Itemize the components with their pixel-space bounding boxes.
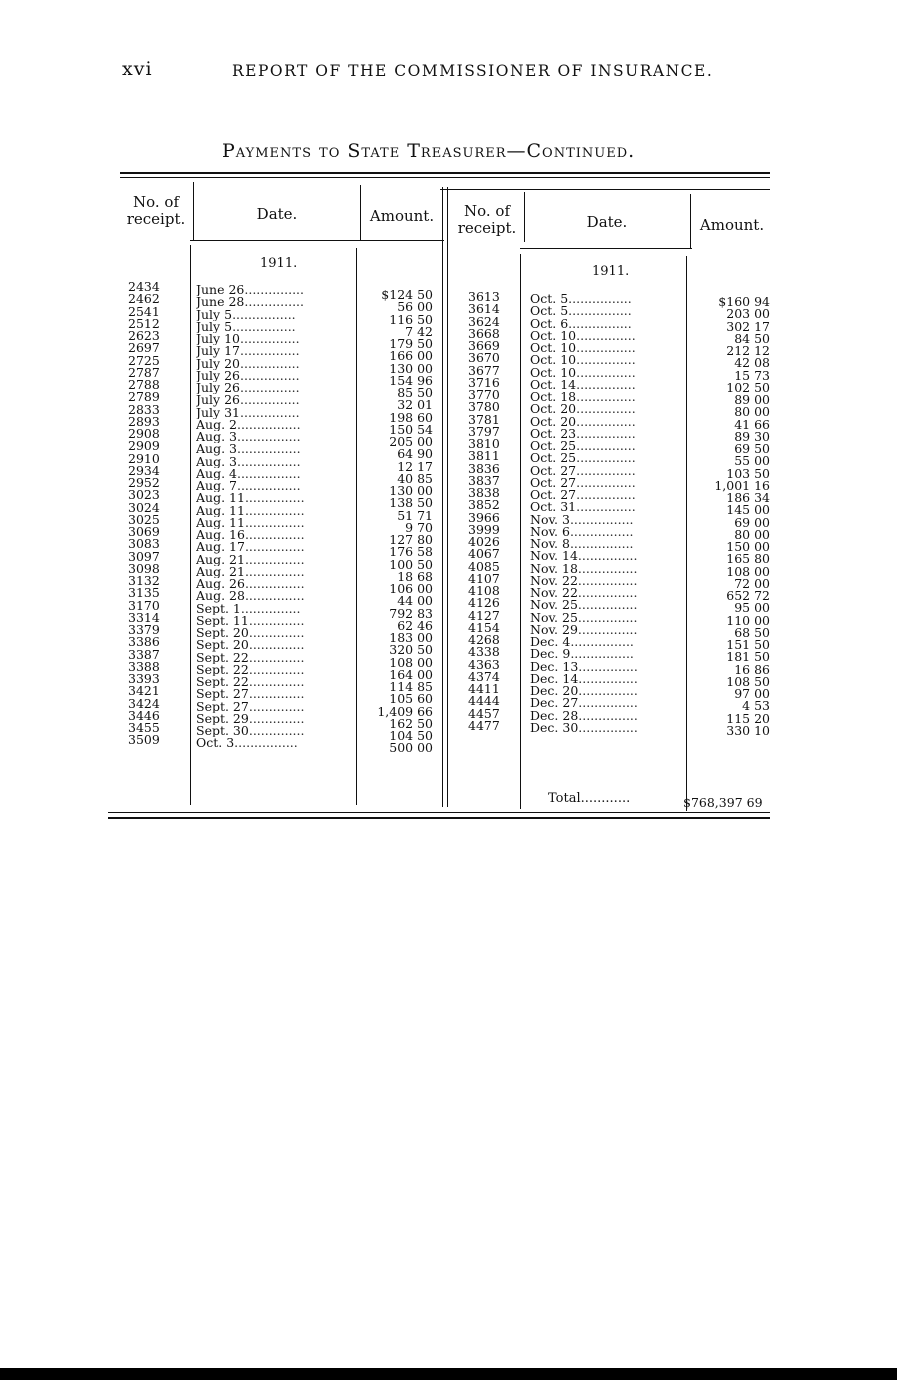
table-cell: Aug. 4................ [196,467,301,480]
table-cell: 3083 [128,536,160,552]
table-cell: Sept. 27.............. [196,688,305,701]
table-cell: 72 00 [734,575,770,591]
table-cell: Dec. 27............... [530,697,638,710]
header-receipt-left: No. of receipt. [126,193,186,228]
table-cell: Dec. 13............... [530,660,638,673]
table-cell: 16 86 [734,661,770,677]
bottom-rule [108,812,770,813]
table-cell: 3069 [128,524,160,539]
table-cell: 302 17 [726,318,770,334]
divider [524,192,525,242]
table-cell: 3613 [468,289,500,304]
table-cell: Sept. 30.............. [196,725,305,738]
table-cell: 40 85 [397,470,433,486]
table-cell: Sept. 11.............. [196,614,305,627]
table-cell: 150 54 [389,421,433,437]
table-cell: 3393 [128,671,160,686]
divider [690,194,691,248]
table-cell: Oct. 27............... [530,476,636,489]
table-cell: Sept. 29.............. [196,712,305,725]
table-cell: 115 20 [726,710,770,726]
table-cell: Oct. 5................ [530,305,632,318]
divider [193,182,194,240]
table-cell: Dec. 9................ [530,648,634,661]
table-cell: 41 66 [734,416,770,432]
table-cell: 3781 [468,411,500,427]
table-cell: 3716 [468,374,500,390]
table-cell: Oct. 31............... [530,501,636,514]
table-cell: 106 00 [389,581,433,596]
table-cell: 64 90 [397,446,433,462]
header-rule [440,189,770,190]
table-cell: Dec. 28............... [530,709,638,722]
table-cell: 108 00 [389,654,433,670]
table-cell: 84 50 [734,330,770,346]
table-cell: Oct. 10............... [530,342,636,355]
table-cell: Oct. 25............... [530,440,636,453]
table-cell: Aug. 11............... [196,492,305,505]
table-cell: 3314 [128,609,160,625]
table-cell: Nov. 3................ [530,513,634,526]
table-cell: 100 50 [389,556,433,572]
table-cell: 3024 [128,499,160,515]
table-cell: 4107 [468,570,500,586]
page-number: xvi [122,58,153,80]
table-cell: 3424 [128,695,160,711]
table-cell: Sept. 20.............. [196,627,305,640]
table-cell: 108 50 [726,673,770,689]
table-cell: 179 50 [389,336,433,351]
table-cell: 2952 [128,475,160,490]
table-cell: 4026 [468,534,500,549]
left-amount-column [360,289,433,755]
table-cell: Oct. 6................ [530,317,632,330]
table-cell: 4411 [468,681,500,696]
table-cell: Aug. 21............... [196,553,305,566]
table-cell: 3852 [468,497,500,513]
table-cell: 9 70 [405,519,433,535]
top-rule [120,172,770,174]
table-cell: 2623 [128,328,160,343]
table-cell: 4126 [468,595,500,611]
table-cell: 3170 [128,597,160,613]
table-cell: July 10............... [196,333,300,346]
table-cell: 3624 [468,313,500,329]
table-cell: Nov. 14............... [530,550,638,563]
table-cell: Aug. 16............... [196,529,305,542]
table-cell: 3025 [128,511,160,527]
table-cell: 3999 [468,521,500,537]
table-cell: 4127 [468,607,500,623]
table-cell: 56 00 [397,299,433,315]
right-amount-column [690,296,770,737]
table-cell: 3023 [128,487,160,503]
table-cell: 3132 [128,573,160,588]
table-cell: 97 00 [734,686,770,701]
table-cell: Oct. 27............... [530,489,636,502]
table-cell: 4085 [468,558,500,574]
table-cell: 165 80 [726,551,770,567]
table-cell: 2787 [128,364,160,380]
table-cell: Oct. 14............... [530,378,636,391]
table-cell: July 26............... [196,369,300,382]
table-cell: Aug. 26............... [196,578,305,591]
table-cell: 116 50 [389,311,433,327]
table-cell: 105 60 [389,691,433,707]
table-title: Payments to State Treasurer—Continued. [222,140,636,162]
running-head: REPORT OF THE COMMISSIONER OF INSURANCE. [232,62,714,80]
table-cell: Aug. 28............... [196,590,305,603]
table-cell: Aug. 3................ [196,443,301,456]
table-cell: 145 00 [726,502,770,518]
table-cell: 3379 [128,622,160,637]
header-amount-right: Amount. [699,216,765,234]
table-cell: 2908 [128,426,160,441]
table-cell: 320 50 [389,642,433,658]
table-cell: Dec. 4................ [530,636,634,649]
table-cell: Nov. 29............... [530,623,638,636]
table-cell: 2697 [128,340,160,356]
table-cell: 68 50 [734,624,770,640]
table-cell: Nov. 22............... [530,574,638,587]
right-date-column [530,293,685,734]
table-cell: July 26............... [196,382,300,395]
table-cell: 2541 [128,303,160,319]
table-cell: 3098 [128,560,160,576]
left-date-column [196,284,351,750]
table-cell: 3677 [468,362,500,378]
table-cell: 203 00 [726,306,770,322]
table-cell: 4 53 [742,698,770,714]
table-cell: 51 71 [397,507,433,523]
table-cell: 2434 [128,279,160,294]
table-cell: 12 17 [397,458,433,474]
table-cell: Oct. 3................ [196,737,298,750]
table-cell: 55 00 [734,453,770,469]
table-cell: Nov. 8................ [530,538,634,551]
table-cell: 44 00 [397,593,433,609]
table-cell: 212 12 [726,343,770,358]
bottom-rule-thick [108,817,770,819]
top-rule-inner [120,177,770,178]
table-cell: 95 00 [734,600,770,616]
scan-edge [0,1368,897,1380]
table-cell: Dec. 14............... [530,672,638,685]
table-cell: 792 83 [389,605,433,621]
table-cell: 4477 [468,717,500,733]
table-cell: 18 68 [397,568,433,584]
divider [356,248,357,805]
table-cell: 3388 [128,658,160,674]
table-cell: 330 10 [726,722,770,738]
table-cell: Sept. 27.............. [196,700,305,713]
table-cell: 4067 [468,546,500,562]
table-cell: 130 00 [389,483,433,498]
table-cell: 186 34 [726,490,770,505]
table-cell: 85 50 [397,385,433,400]
table-cell: Oct. 25............... [530,452,636,465]
divider [447,187,448,807]
table-cell: 3770 [468,387,500,402]
table-cell: 2833 [128,401,160,417]
table-cell: Aug. 11............... [196,504,305,517]
table-cell: 69 50 [734,441,770,456]
table-cell: July 5................ [196,320,296,333]
table-cell: 127 80 [389,532,433,547]
divider [520,254,521,809]
header-receipt-right: No. of receipt. [457,202,517,237]
table-cell: 164 00 [389,666,433,682]
table-cell: 3670 [468,350,500,366]
table-cell: 3836 [468,460,500,476]
table-cell: 130 00 [389,360,433,376]
table-cell: June 28............... [196,296,304,309]
table-cell: 4154 [468,619,500,635]
table-cell: 3386 [128,634,160,650]
right-receipt-column [468,291,516,732]
table-cell: 2909 [128,438,160,454]
table-cell: Aug. 11............... [196,516,305,529]
table-cell: Oct. 18............... [530,391,636,404]
table-cell: 102 50 [726,379,770,395]
table-cell: July 17............... [196,345,300,358]
year-left: 1911. [260,256,298,271]
table-cell: 3966 [468,509,500,525]
table-cell: 42 08 [734,355,770,371]
left-receipt-column [128,281,176,747]
table-cell: Oct. 20............... [530,415,636,428]
table-cell: 1,409 66 [377,703,433,719]
table-cell: 3446 [128,707,160,723]
table-cell: 198 60 [389,409,433,425]
table-cell: 114 85 [389,679,433,694]
table-cell: 89 00 [734,392,770,407]
divider [190,245,191,805]
table-cell: Oct. 20............... [530,403,636,416]
table-cell: 80 00 [734,526,770,542]
table-cell: July 20............... [196,357,300,370]
table-cell: 3509 [128,732,160,748]
table-cell: 150 00 [726,539,770,554]
table-cell: 3780 [468,399,500,415]
table-cell: 162 50 [389,715,433,731]
table-cell: Oct. 27............... [530,464,636,477]
table-cell: 4108 [468,583,500,598]
table-cell: June 26............... [196,284,304,297]
table-cell: July 31............... [196,406,300,419]
table-cell: 108 00 [726,563,770,579]
header-date-right: Date. [586,213,628,231]
table-cell: 181 50 [726,649,770,665]
table-cell: Oct. 10............... [530,366,636,379]
table-cell: 3811 [468,448,500,464]
table-cell: 3455 [128,720,160,735]
table-cell: Nov. 6................ [530,525,634,538]
table-cell: 3837 [468,472,500,488]
table-cell: Aug. 7................ [196,480,301,493]
table-cell: Nov. 25............... [530,611,638,624]
table-cell: 3838 [468,485,500,500]
table-cell: $124 50 [381,287,433,302]
table-cell: Nov. 22............... [530,587,638,600]
table-cell: 4457 [468,705,500,721]
table-cell: Aug. 17............... [196,541,305,554]
table-cell: Aug. 3................ [196,455,301,468]
header-bottom-rule [190,240,444,241]
table-cell: Nov. 25............... [530,599,638,612]
table-cell: July 5................ [196,308,296,321]
table-cell: Oct. 10............... [530,354,636,367]
table-cell: 2788 [128,377,160,392]
table-cell: Oct. 5................ [530,293,632,306]
table-cell: 2934 [128,462,160,478]
table-cell: Sept. 20.............. [196,639,305,652]
table-cell: Sept. 22.............. [196,651,305,664]
table-cell: 103 50 [726,465,770,481]
header-amount-left: Amount. [369,207,435,225]
table-cell: 176 58 [389,544,433,560]
divider [360,185,361,240]
table-cell: Sept. 22.............. [196,663,305,676]
table-cell: Oct. 10............... [530,329,636,342]
header-date-left: Date. [256,205,298,223]
table-cell: 3797 [468,423,500,439]
table-cell: 3614 [468,301,500,317]
table-cell: 2512 [128,315,160,331]
table-cell: 4374 [468,668,500,684]
table-cell: 2893 [128,413,160,429]
table-cell: $160 94 [718,294,770,309]
table-cell: 62 46 [397,617,433,633]
table-cell: 3097 [128,548,160,564]
table-cell: 2462 [128,291,160,307]
table-cell: Sept. 22.............. [196,676,305,689]
table-cell: 89 30 [734,428,770,444]
table-cell: Dec. 20............... [530,685,638,698]
year-right: 1911. [592,264,630,279]
table-cell: 205 00 [389,434,433,449]
table-cell: 69 00 [734,514,770,530]
table-cell: 80 00 [734,404,770,420]
table-cell: 151 50 [726,637,770,652]
table-cell: 652 72 [726,588,770,603]
table-cell: Aug. 3................ [196,431,301,444]
table-cell: 2910 [128,450,160,466]
total-value: $768,397 69 [683,795,763,810]
table-cell: 4338 [468,644,500,660]
table-cell: 3810 [468,436,500,451]
table-cell: Sept. 1............... [196,602,301,615]
table-cell: Aug. 21............... [196,565,305,578]
table-cell: 3669 [468,338,500,353]
table-cell: July 26............... [196,394,300,407]
table-cell: 3421 [128,683,160,699]
table-cell: Dec. 30............... [530,721,638,734]
table-cell: 4268 [468,632,500,647]
table-cell: 3668 [468,325,500,341]
table-cell: 500 00 [389,740,433,756]
table-cell: 1,001 16 [714,477,770,493]
table-cell: 138 50 [389,495,433,511]
table-cell: 2725 [128,352,160,368]
table-cell: 166 00 [389,348,433,364]
table-cell: 3387 [128,646,160,662]
divider [442,187,443,807]
table-cell: 4363 [468,656,500,672]
table-cell: 32 01 [397,397,433,413]
table-cell: 3135 [128,585,160,601]
table-cell: Oct. 23............... [530,427,636,440]
total-label: Total............ [548,791,631,806]
table-cell: 104 50 [389,728,433,743]
table-cell: Aug. 2................ [196,418,301,431]
table-cell: 2789 [128,389,160,405]
table-cell: 7 42 [405,323,433,339]
table-cell: 110 00 [726,612,770,628]
table-cell: Nov. 18............... [530,562,638,575]
divider [686,256,687,811]
table-cell: 4444 [468,693,500,709]
table-cell: 154 96 [389,372,433,388]
table-cell: 183 00 [389,630,433,645]
header-bottom-rule [520,248,692,249]
table-cell: 15 73 [734,367,770,383]
